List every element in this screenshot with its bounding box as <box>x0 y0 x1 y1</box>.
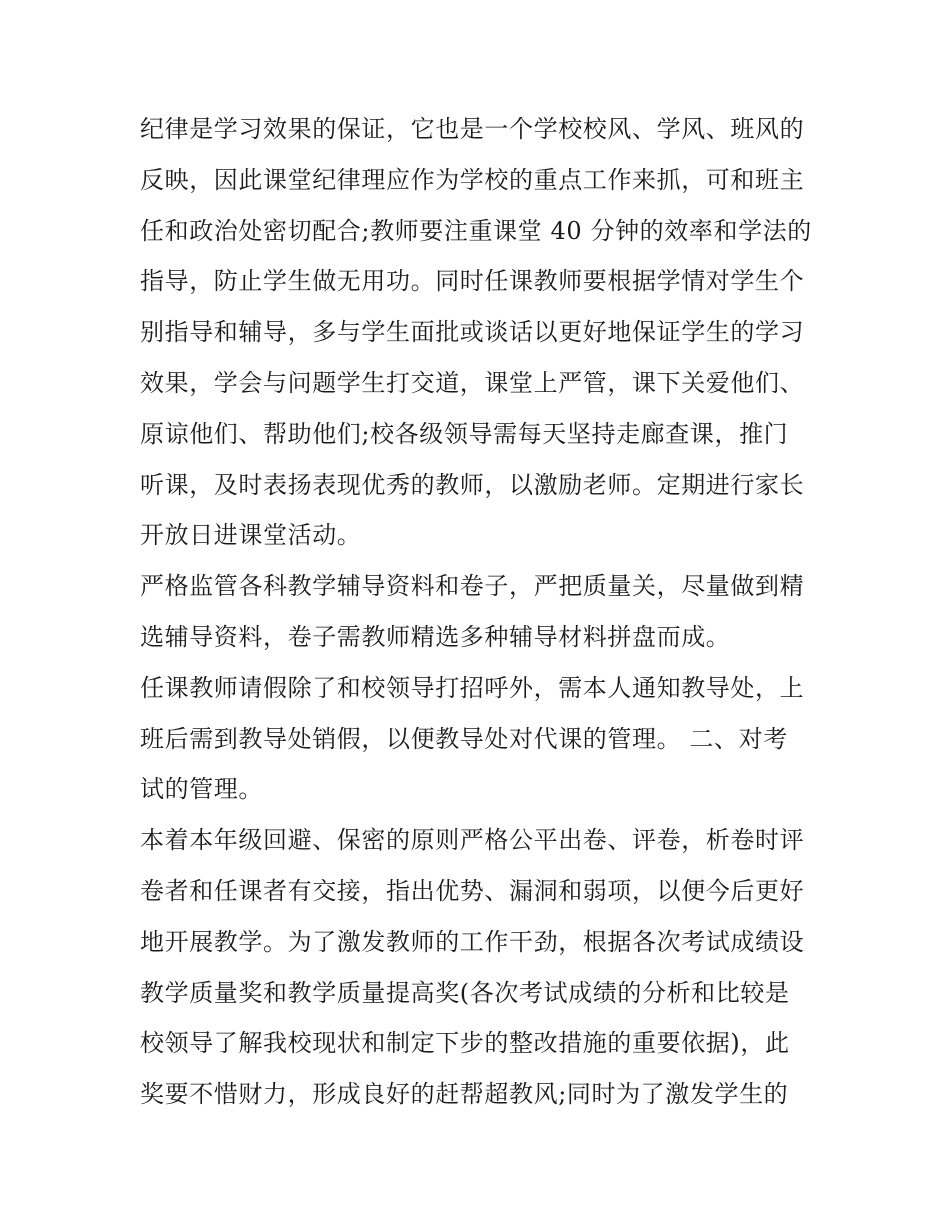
text-line: 本着本年级回避、保密的原则严格公平出卷、评卷，析卷时评 <box>140 826 805 855</box>
text-line: 开放日进课堂活动。 <box>140 521 362 550</box>
text-line: 任和政治处密切配合;教师要注重课堂 40 分钟的效率和学法的 <box>140 216 812 245</box>
text-line: 反映，因此课堂纪律理应作为学校的重点工作来抓，可和班主 <box>140 165 805 194</box>
paragraph-exam-management <box>140 815 820 1120</box>
text-line: 听课，及时表扬表现优秀的教师，以激励老师。定期进行家长 <box>140 470 805 499</box>
text-line: 教学质量奖和教学质量提高奖(各次考试成绩的分析和比较是 <box>140 978 790 1007</box>
text-line: 严格监管各科教学辅导资料和卷子，严把质量关，尽量做到精 <box>140 572 805 601</box>
document-body <box>140 104 820 1120</box>
paragraph-leave-management <box>140 663 820 815</box>
text-line: 别指导和辅导，多与学生面批或谈话以更好地保证学生的学习 <box>140 318 805 347</box>
text-line: 指导，防止学生做无用功。同时任课教师要根据学情对学生个 <box>140 267 805 296</box>
paragraph-materials-supervision <box>140 561 820 663</box>
text-line: 班后需到教导处销假，以便教导处对代课的管理。 二、对考 <box>140 724 788 753</box>
text-line: 效果，学会与问题学生打交道，课堂上严管，课下关爱他们、 <box>140 368 805 397</box>
text-line: 纪律是学习效果的保证，它也是一个学校校风、学风、班风的 <box>140 115 805 143</box>
text-line: 校领导了解我校现状和制定下步的整改措施的重要依据)，此 <box>140 1029 790 1058</box>
text-line: 奖要不惜财力，形成良好的赶帮超教风;同时为了激发学生的 <box>140 1080 789 1109</box>
text-line: 任课教师请假除了和校领导打招呼外，需本人通知教导处，上 <box>140 673 805 702</box>
text-line: 试的管理。 <box>140 775 263 804</box>
paragraph-classroom-discipline <box>140 104 820 561</box>
text-line: 卷者和任课者有交接，指出优势、漏洞和弱项，以便今后更好 <box>140 876 805 905</box>
text-line: 地开展教学。为了激发教师的工作干劲，根据各次考试成绩设 <box>140 927 805 956</box>
text-line: 选辅导资料，卷子需教师精选多种辅导材料拼盘而成。 <box>140 622 731 651</box>
text-line: 原谅他们、帮助他们;校各级领导需每天坚持走廊查课，推门 <box>140 419 789 448</box>
